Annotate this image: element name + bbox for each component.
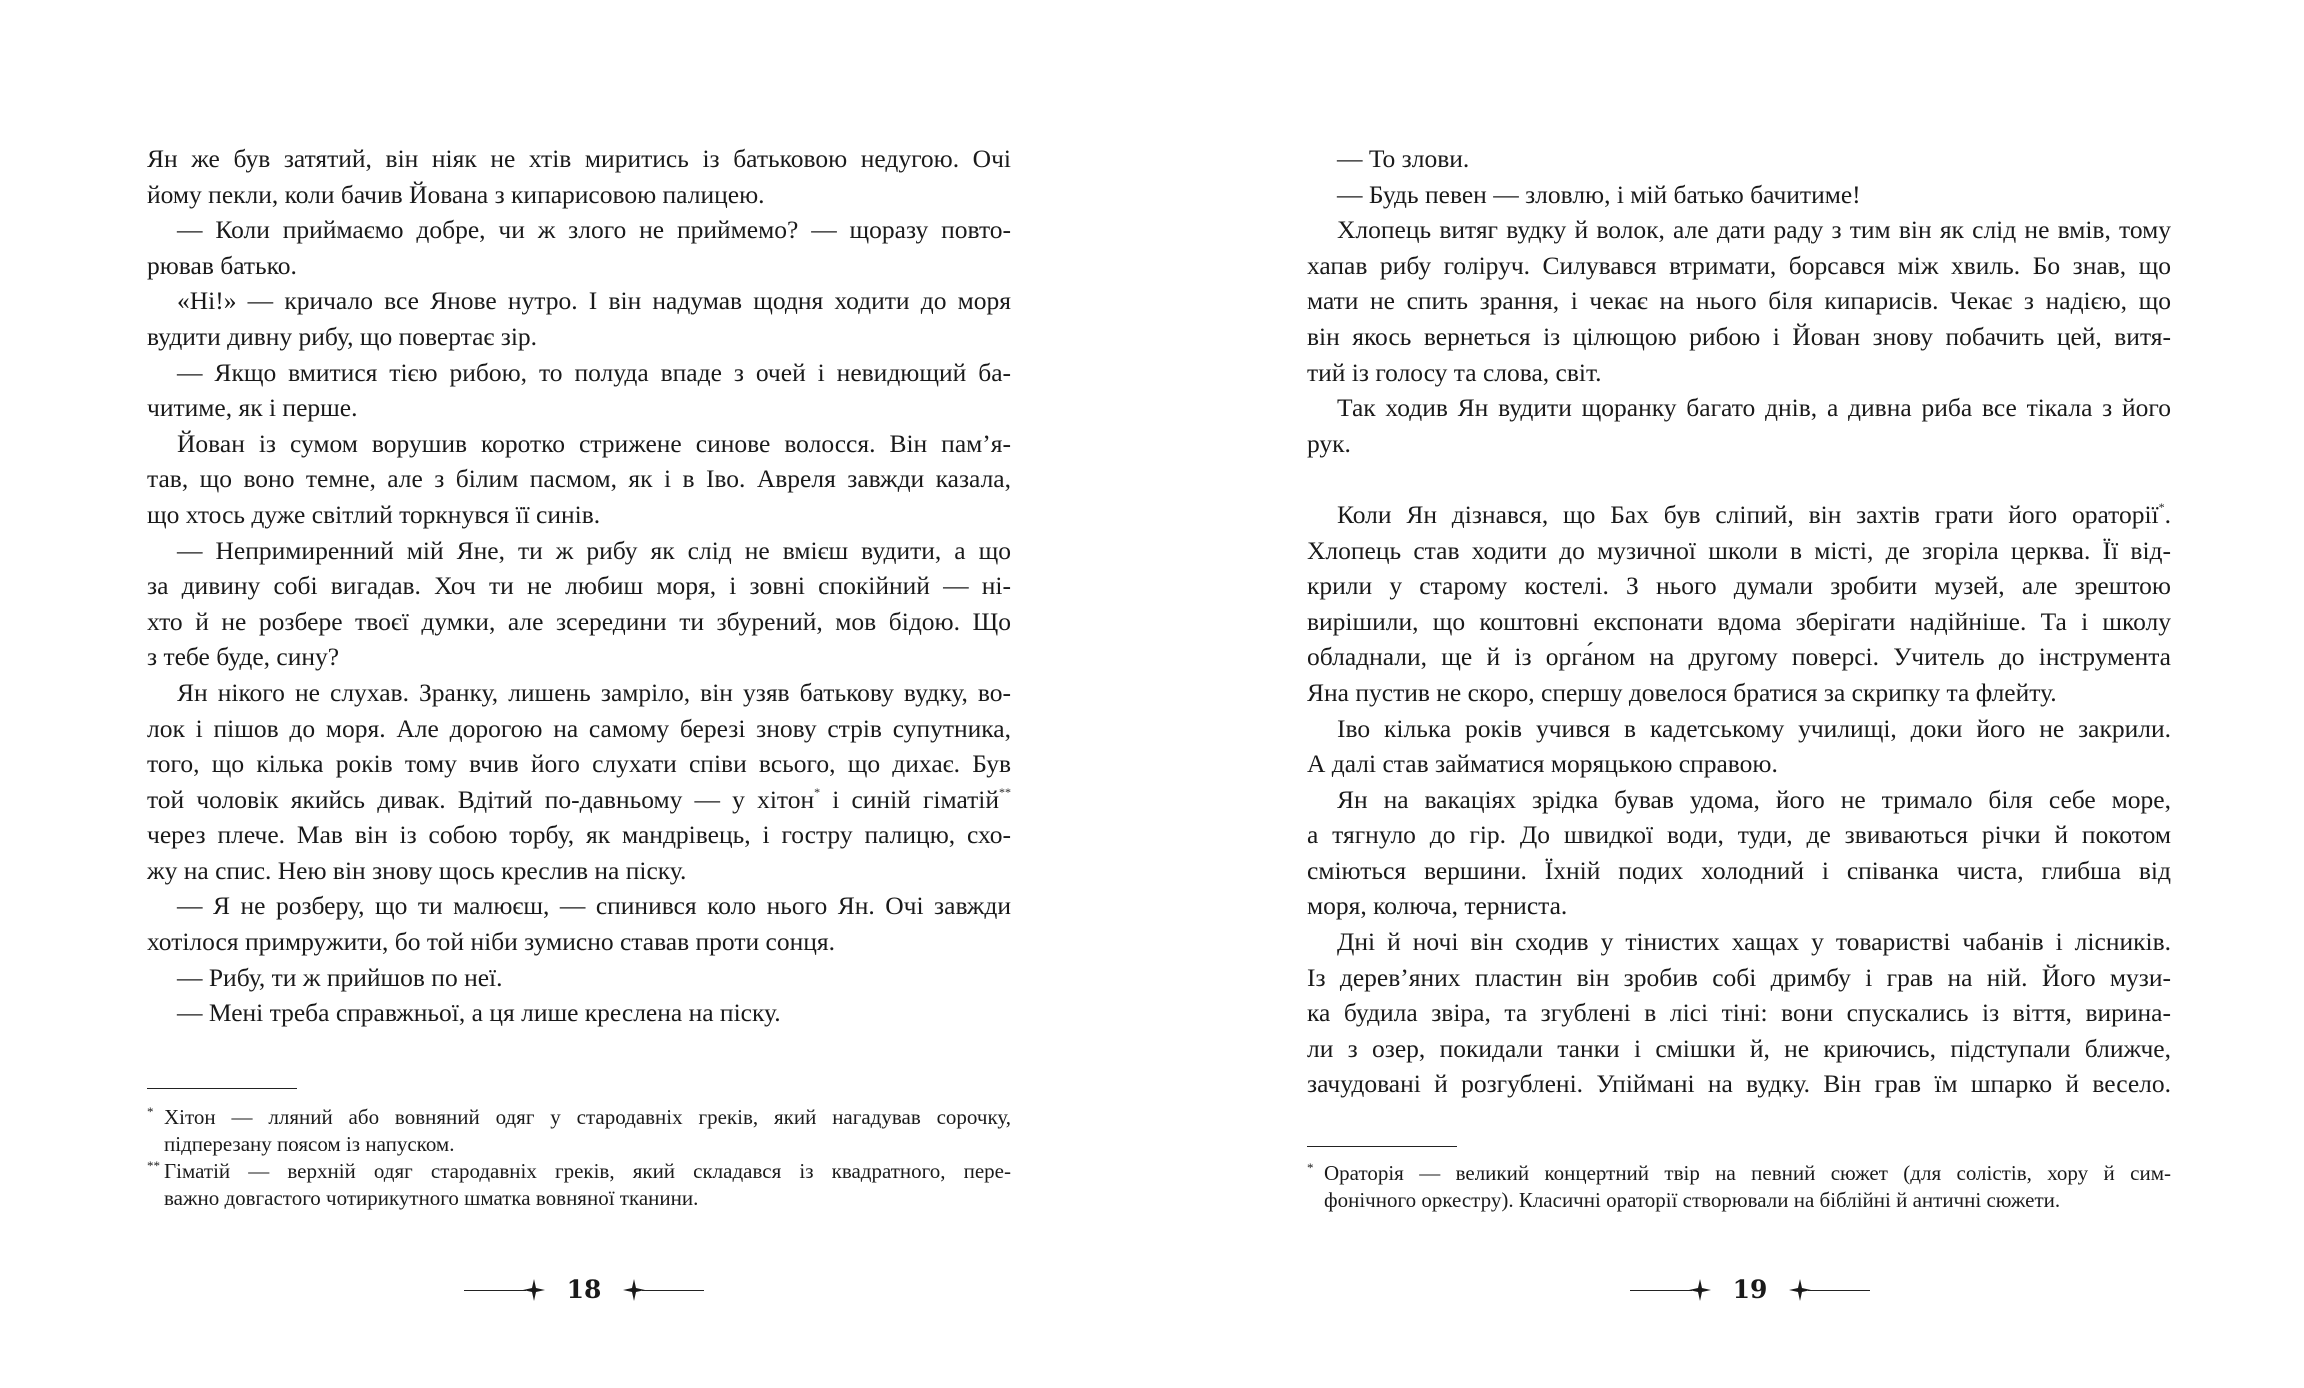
text-line: з тебе буде, сину? bbox=[147, 642, 340, 672]
text-line: рук. bbox=[1307, 428, 1351, 458]
text-line: через плече. Мав він із собою торбу, як мандрівець, і гостру палицю, схо- bbox=[147, 820, 1011, 850]
text-line: — Мені треба справжньої, а ця лише креслена на піску. bbox=[177, 998, 781, 1028]
text-line: Хлопець став ходити до музичної школи в місті, де згоріла церква. Її від- bbox=[1307, 535, 2171, 565]
text-line: зачудовані й розгублені. Упіймані на вудку. Він грав їм шпарко й весело. bbox=[1307, 1069, 2171, 1099]
text-line: Ян на вакаціях зрідка бував удома, його не тримало біля себе море, bbox=[1337, 784, 2171, 814]
text-line: — Якщо вмитися тією рибою, то полуда впаде з очей і невидющий ба- bbox=[177, 357, 1011, 387]
text-line: — Непримиренний мій Яне, ти ж рибу як слід не вмієш вудити, а що bbox=[177, 535, 1011, 565]
text-line: а тягнуло до гір. До швидкої води, туди, де звиваються річки й покотом bbox=[1307, 820, 2171, 850]
text-line: крили у старому костелі. З нього думали зробити музей, але зрештою bbox=[1307, 571, 2171, 601]
footnote-line: важно довгастого чотирикутного шматка вовняної тканини. bbox=[164, 1186, 699, 1210]
right-page-text bbox=[1307, 141, 2171, 1102]
text-line: Ян нікого не слухав. Зранку, лишень замріло, він узяв батькову вудку, во- bbox=[177, 677, 1011, 707]
text-line: мати не спить зрання, і чекає на нього біля кипарисів. Чекає з надією, що bbox=[1307, 286, 2171, 316]
footnote-rule bbox=[1307, 1146, 1457, 1147]
right-page bbox=[1152, 0, 2304, 1388]
text-line: — Рибу, ти ж прийшов по неї. bbox=[177, 962, 503, 992]
text-line: хотілося примружити, бо той ніби зумисно ставав проти сонця. bbox=[147, 927, 835, 957]
text-line: ка будила звіра, та згублені в лісі тіні: вони спускались із віття, вирина- bbox=[1307, 998, 2171, 1028]
text-line: Іво кілька років учився в кадетському училищі, доки його не закрили. bbox=[1337, 713, 2171, 743]
footnote-rule bbox=[147, 1088, 297, 1089]
page-number: 18 bbox=[566, 1275, 602, 1304]
text-line: лок і пішов до моря. Але дорогою на самому березі знову стрів супутника, bbox=[147, 713, 1011, 743]
text-line: сміються вершини. Їхній подих холодний і співанка чиста, глибша від bbox=[1307, 855, 2171, 885]
footnote-line: ** Гіматій — верхній одяг стародавніх греків, який складався із квадратного, пере- bbox=[147, 1158, 1011, 1183]
page-number: 19 bbox=[1732, 1275, 1768, 1304]
footnote-line: підперезану поясом із напуском. bbox=[164, 1132, 455, 1156]
text-line: Дні й ночі він сходив у тінистих хащах у товаристві чабанів і лісників. bbox=[1337, 927, 2171, 957]
text-line: хто й не розбере твоєї думки, але зсередини ти збурений, мов бідою. Що bbox=[147, 606, 1011, 636]
text-line: вирішили, що коштовні експонати вдома зберігати надійніше. Та і школу bbox=[1307, 606, 2171, 636]
page-number-ornament bbox=[464, 1270, 704, 1310]
text-line: він якось вернеться із цілющою рибою і Йован знову побачить цей, витя- bbox=[1307, 321, 2171, 351]
text-line: моря, колюча, терниста. bbox=[1307, 891, 1568, 921]
text-line: Із дерев’яних пластин він зробив собі дримбу і грав на ній. Його музи- bbox=[1307, 962, 2171, 992]
text-line: ли з озер, покидали танки і смішки й, не криючись, підступали ближче, bbox=[1307, 1033, 2171, 1063]
footnote-ref: * bbox=[814, 784, 821, 799]
text-line: Коли Ян дізнався, що Бах був сліпий, він захтів грати його ораторії*. bbox=[1337, 499, 2171, 529]
footnote-ref: * bbox=[2158, 499, 2165, 514]
text-line: жу на спис. Нею він знову щось креслив на піску. bbox=[147, 855, 687, 885]
star-ornament-icon bbox=[523, 1279, 545, 1301]
text-line: що хтось дуже світлий торкнувся її синів. bbox=[147, 499, 601, 529]
text-line: читиме, як і перше. bbox=[147, 393, 358, 423]
footnotes bbox=[1307, 1160, 2171, 1214]
text-line: Яна пустив не скоро, спершу довелося братися за скрипку та флейту. bbox=[1307, 677, 2057, 707]
footnote-line: * Ораторія — великий концертний твір на певний сюжет (для солістів, хору й сим- bbox=[1307, 1160, 2171, 1185]
text-line: — Коли приймаємо добре, чи ж злого не приймемо? — щоразу повто- bbox=[177, 215, 1011, 245]
text-line: — То злови. bbox=[1337, 144, 1470, 173]
text-line: обладнали, ще й із орга́ном на другому поверсі. Учитель до інструмента bbox=[1307, 642, 2171, 672]
text-line: рював батько. bbox=[147, 250, 297, 280]
text-line: того, що кілька років тому вчив його слухати співи всього, що дихає. Був bbox=[147, 749, 1011, 779]
text-line: — Я не розберу, що ти малюєш, — спинився коло нього Ян. Очі завжди bbox=[177, 891, 1011, 921]
ornament-line bbox=[464, 1290, 526, 1291]
left-page-text bbox=[147, 141, 1011, 1031]
text-line: той чоловік якийсь дивак. Вдітий по-давньому — у хітон* і синій гіматій** bbox=[147, 784, 1011, 814]
text-line: Так ходив Ян вудити щоранку багато днів, а дивна риба все тікала з його bbox=[1337, 393, 2171, 423]
footnote-ref: ** bbox=[999, 784, 1011, 799]
star-ornament-icon bbox=[1689, 1279, 1711, 1301]
footnote-line: * Хітон — лляний або вовняний одяг у стародавніх греків, який нагадував сорочку, bbox=[147, 1104, 1011, 1129]
text-line: Йован із сумом ворушив коротко стрижене синове волосся. Він пам’я- bbox=[177, 428, 1011, 458]
text-line: хапав рибу голіруч. Силувався втримати, борсався між хвиль. Бо знав, що bbox=[1307, 250, 2171, 280]
page-number-ornament bbox=[1630, 1270, 1870, 1310]
footnote-line: фонічного оркестру). Класичні ораторії створювали на біблійні й античні сюжети. bbox=[1324, 1188, 2061, 1212]
text-line: йому пекли, коли бачив Йована з кипарисовою палицею. bbox=[147, 179, 765, 209]
section-break bbox=[1307, 461, 2171, 497]
text-line: А далі став займатися моряцькою справою. bbox=[1307, 749, 1778, 779]
text-line: Ян же був затятий, він ніяк не хтів миритись із батьковою недугою. Очі bbox=[147, 144, 1011, 173]
text-line: тий із голосу та слова, світ. bbox=[1307, 357, 1602, 387]
text-line: за дивину собі вигадав. Хоч ти не любиш моря, і зовні спокійний — ні- bbox=[147, 571, 1011, 601]
ornament-line bbox=[1630, 1290, 1692, 1291]
ornament-line bbox=[642, 1290, 704, 1291]
text-line: — Будь певен — зловлю, і мій батько бачитиме! bbox=[1337, 179, 1861, 209]
text-line: Хлопець витяг вудку й волок, але дати раду з тим він як слід не вмів, тому bbox=[1337, 215, 2171, 245]
text-line: «Ні!» — кричало все Янове нутро. І він надумав щодня ходити до моря bbox=[177, 286, 1011, 316]
text-line: вудити дивну рибу, що повертає зір. bbox=[147, 321, 538, 351]
footnotes bbox=[147, 1104, 1011, 1212]
ornament-line bbox=[1808, 1290, 1870, 1291]
text-line: тав, що воно темне, але з білим пасмом, як і в Іво. Авреля завжди казала, bbox=[147, 464, 1011, 494]
